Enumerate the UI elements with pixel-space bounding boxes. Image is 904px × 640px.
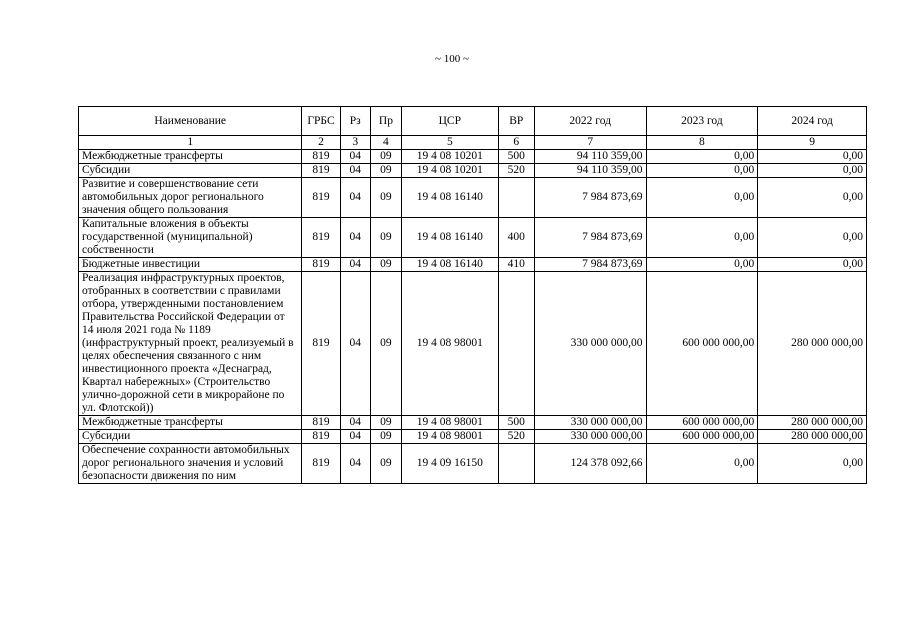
cell-rz: 04 (340, 258, 370, 272)
column-number: 3 (340, 136, 370, 150)
column-number: 7 (534, 136, 646, 150)
cell-vr: 520 (498, 430, 534, 444)
cell-2022: 124 378 092,66 (534, 444, 646, 484)
cell-2022: 7 984 873,69 (534, 258, 646, 272)
cell-grbs: 819 (302, 178, 340, 218)
cell-2023: 600 000 000,00 (646, 430, 758, 444)
cell-name: Субсидии (79, 164, 302, 178)
table-row (79, 430, 867, 444)
cell-pr: 09 (370, 258, 401, 272)
cell-2022: 94 110 359,00 (534, 164, 646, 178)
table-row (79, 218, 867, 258)
cell-vr: 400 (498, 218, 534, 258)
column-number-row (79, 136, 867, 150)
table-row (79, 178, 867, 218)
cell-csr: 19 4 08 98001 (402, 272, 499, 416)
header-2024: 2024 год (758, 107, 867, 136)
table-row (79, 164, 867, 178)
table-row (79, 272, 867, 416)
cell-rz: 04 (340, 178, 370, 218)
cell-rz: 04 (340, 416, 370, 430)
cell-name: Бюджетные инвестиции (79, 258, 302, 272)
column-number: 5 (402, 136, 499, 150)
budget-table (78, 106, 867, 484)
cell-name: Межбюджетные трансферты (79, 150, 302, 164)
cell-csr: 19 4 08 10201 (402, 150, 499, 164)
cell-grbs: 819 (302, 430, 340, 444)
cell-2022: 330 000 000,00 (534, 272, 646, 416)
cell-grbs: 819 (302, 164, 340, 178)
cell-name: Субсидии (79, 430, 302, 444)
header-2023: 2023 год (646, 107, 758, 136)
cell-2024: 0,00 (758, 444, 867, 484)
cell-vr (498, 272, 534, 416)
cell-grbs: 819 (302, 416, 340, 430)
column-number: 6 (498, 136, 534, 150)
column-number: 1 (79, 136, 302, 150)
cell-pr: 09 (370, 218, 401, 258)
cell-csr: 19 4 08 16140 (402, 218, 499, 258)
cell-2022: 330 000 000,00 (534, 430, 646, 444)
cell-2024: 280 000 000,00 (758, 416, 867, 430)
cell-pr: 09 (370, 416, 401, 430)
cell-2023: 0,00 (646, 258, 758, 272)
column-number: 4 (370, 136, 401, 150)
cell-rz: 04 (340, 272, 370, 416)
cell-vr: 500 (498, 150, 534, 164)
cell-2024: 280 000 000,00 (758, 272, 867, 416)
cell-csr: 19 4 08 16140 (402, 178, 499, 218)
cell-grbs: 819 (302, 258, 340, 272)
cell-name: Обеспечение сохранности автомобильных дорог регионального значения и условий безопасности движения по ним (79, 444, 302, 484)
cell-2024: 0,00 (758, 150, 867, 164)
cell-vr (498, 178, 534, 218)
cell-csr: 19 4 08 10201 (402, 164, 499, 178)
cell-2022: 7 984 873,69 (534, 178, 646, 218)
page-number: ~ 100 ~ (435, 53, 469, 65)
cell-name: Межбюджетные трансферты (79, 416, 302, 430)
cell-name: Развитие и совершенствование сети автомобильных дорог регионального значения общего пользования (79, 178, 302, 218)
table-row (79, 150, 867, 164)
cell-csr: 19 4 09 16150 (402, 444, 499, 484)
cell-2023: 0,00 (646, 164, 758, 178)
cell-grbs: 819 (302, 150, 340, 164)
table-row (79, 444, 867, 484)
column-number: 8 (646, 136, 758, 150)
header-csr: ЦСР (402, 107, 499, 136)
cell-pr: 09 (370, 444, 401, 484)
cell-2023: 600 000 000,00 (646, 272, 758, 416)
cell-rz: 04 (340, 164, 370, 178)
cell-pr: 09 (370, 164, 401, 178)
header-rz: Рз (340, 107, 370, 136)
cell-pr: 09 (370, 430, 401, 444)
cell-2023: 0,00 (646, 444, 758, 484)
cell-2024: 0,00 (758, 258, 867, 272)
cell-grbs: 819 (302, 272, 340, 416)
cell-2023: 0,00 (646, 178, 758, 218)
cell-2024: 0,00 (758, 164, 867, 178)
column-number: 2 (302, 136, 340, 150)
cell-2022: 7 984 873,69 (534, 218, 646, 258)
header-grbs: ГРБС (302, 107, 340, 136)
cell-vr: 500 (498, 416, 534, 430)
cell-rz: 04 (340, 150, 370, 164)
cell-vr: 520 (498, 164, 534, 178)
cell-2022: 94 110 359,00 (534, 150, 646, 164)
cell-grbs: 819 (302, 444, 340, 484)
cell-rz: 04 (340, 444, 370, 484)
header-vr: ВР (498, 107, 534, 136)
cell-2022: 330 000 000,00 (534, 416, 646, 430)
cell-vr (498, 444, 534, 484)
cell-2024: 0,00 (758, 178, 867, 218)
column-number: 9 (758, 136, 867, 150)
cell-pr: 09 (370, 272, 401, 416)
header-pr: Пр (370, 107, 401, 136)
cell-pr: 09 (370, 150, 401, 164)
cell-vr: 410 (498, 258, 534, 272)
header-name: Наименование (79, 107, 302, 136)
header-2022: 2022 год (534, 107, 646, 136)
cell-2023: 0,00 (646, 150, 758, 164)
cell-csr: 19 4 08 16140 (402, 258, 499, 272)
cell-grbs: 819 (302, 218, 340, 258)
cell-csr: 19 4 08 98001 (402, 430, 499, 444)
header-row (79, 107, 867, 136)
cell-name: Капитальные вложения в объекты государственной (муниципальной) собственности (79, 218, 302, 258)
cell-csr: 19 4 08 98001 (402, 416, 499, 430)
cell-pr: 09 (370, 178, 401, 218)
cell-rz: 04 (340, 218, 370, 258)
cell-rz: 04 (340, 430, 370, 444)
table-row (79, 258, 867, 272)
cell-2023: 0,00 (646, 218, 758, 258)
cell-name: Реализация инфраструктурных проектов, отобранных в соответствии с правилами отбора, утвержденными постановлением Правительства Российской Федерации от 14 июля 2021 года № 1189 (инфраструктурный проект, реализуемый в целях обеспечения связанного с ним инвестиционного проекта «Деснаград, Квартал набережных» (Строительство улично-дорожной сети в микрорайоне по ул. Флотской)) (79, 272, 302, 416)
cell-2023: 600 000 000,00 (646, 416, 758, 430)
cell-2024: 0,00 (758, 218, 867, 258)
table-row (79, 416, 867, 430)
cell-2024: 280 000 000,00 (758, 430, 867, 444)
